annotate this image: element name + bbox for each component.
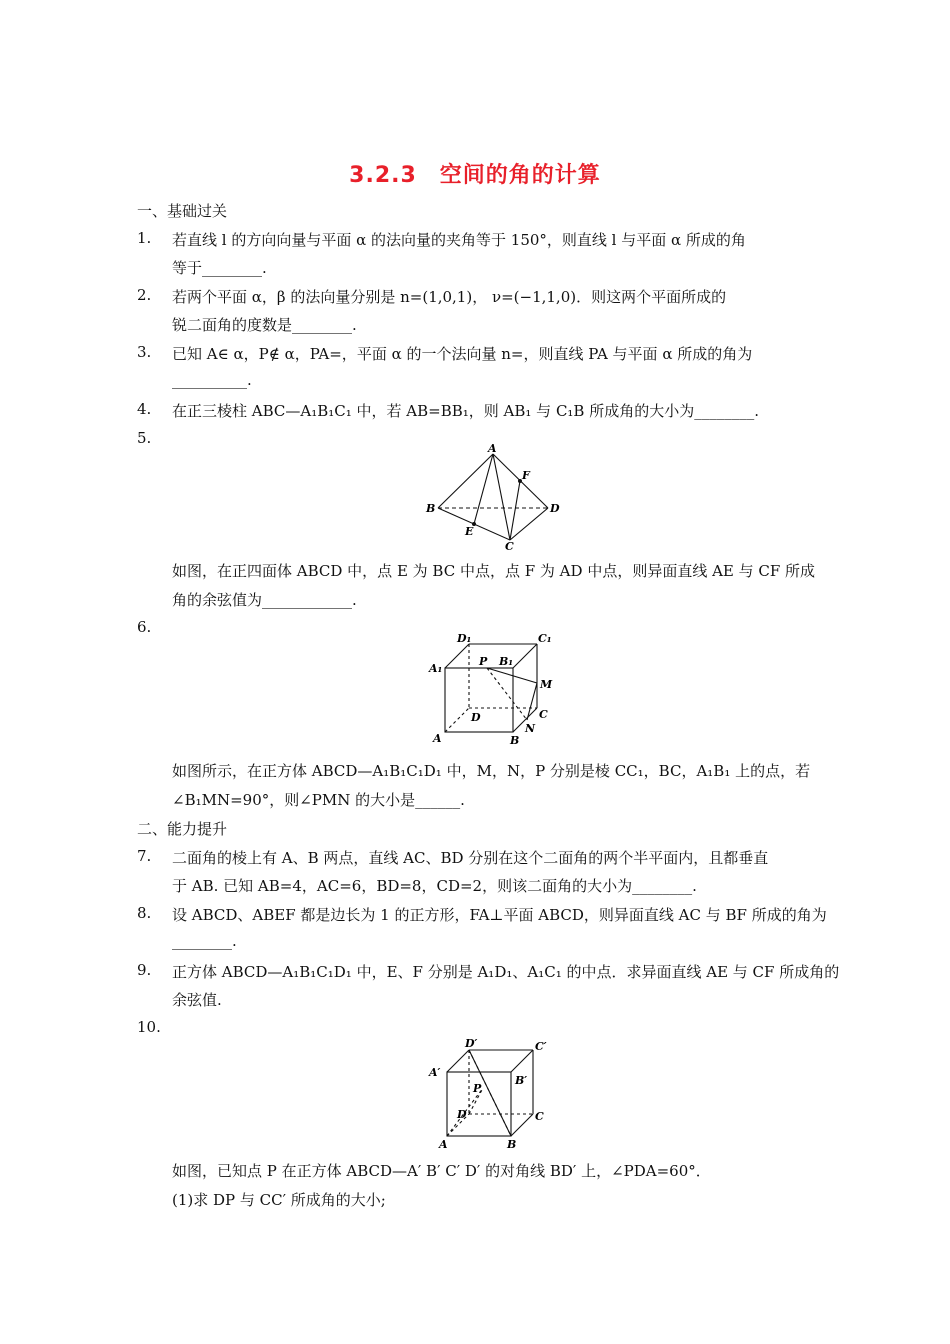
problem-text: __________. xyxy=(172,371,252,389)
vertex-label: D xyxy=(550,502,560,515)
vertex-label: A xyxy=(433,732,442,745)
vertex-label: C xyxy=(505,540,514,553)
problem-number: 7. xyxy=(137,847,152,865)
vertex-label: C′ xyxy=(535,1040,547,1053)
problem-text: ∠B₁MN=90°，则∠PMN 的大小是______. xyxy=(172,791,465,809)
problem-number: 10. xyxy=(137,1018,161,1036)
vertex-label: D₁ xyxy=(457,632,472,645)
page-title: 3.2.3 空间的角的计算 xyxy=(349,163,601,188)
vertex-label: C₁ xyxy=(538,632,552,645)
problem-text: 若直线 l 的方向向量与平面 α 的法向量的夹角等于 150°，则直线 l 与平面 α 所成的角 xyxy=(172,231,746,249)
problem-number: 3. xyxy=(137,343,152,361)
vertex-label: B₁ xyxy=(499,655,514,668)
problem-text: (1)求 DP 与 CC′ 所成角的大小; xyxy=(172,1191,386,1209)
cube-figure-10 xyxy=(425,1032,565,1152)
problem-number: 8. xyxy=(137,904,152,922)
vertex-label: D′ xyxy=(465,1037,478,1050)
vertex-label: A₁ xyxy=(429,662,443,675)
tetrahedron-figure xyxy=(420,442,570,554)
vertex-label: A xyxy=(488,442,497,455)
vertex-label: P xyxy=(479,655,488,668)
vertex-label: B′ xyxy=(515,1074,528,1087)
problem-text: 如图，在正四面体 ABCD 中，点 E 为 BC 中点，点 F 为 AD 中点，则异面直线 AE 与 CF 所成 xyxy=(172,562,816,580)
vertex-label: B xyxy=(426,502,436,515)
problem-text: 已知 A∈ α，P∉ α，PA=，平面 α 的一个法向量 n=，则直线 PA 与平面 α 所成的角为 xyxy=(172,345,753,363)
vertex-label: F xyxy=(522,469,530,482)
problem-text: 等于________. xyxy=(172,259,267,277)
vertex-label: B xyxy=(510,734,520,747)
problem-number: 1. xyxy=(137,229,152,247)
problem-text: 如图所示，在正方体 ABCD—A₁B₁C₁D₁ 中，M，N，P 分别是棱 CC₁，BC，A₁B₁ 上的点，若 xyxy=(172,762,811,780)
problem-number: 6. xyxy=(137,618,152,636)
problem-text: ________. xyxy=(172,932,237,950)
problem-text: 设 ABCD、ABEF 都是边长为 1 的正方形，FA⊥平面 ABCD，则异面直线 AC 与 BF 所成的角为 xyxy=(172,906,827,924)
vertex-label: M xyxy=(540,678,553,691)
vertex-label: B xyxy=(507,1138,517,1151)
section-advanced: 二、能力提升 xyxy=(137,820,228,838)
vertex-label: N xyxy=(525,722,536,735)
problem-text: 锐二面角的度数是________. xyxy=(172,316,357,334)
problem-text: 余弦值. xyxy=(172,991,222,1009)
problem-text: 如图，已知点 P 在正方体 ABCD—A′ B′ C′ D′ 的对角线 BD′ 上，∠PDA=60°． xyxy=(172,1162,711,1180)
problem-text: 正方体 ABCD—A₁B₁C₁D₁ 中，E、F 分别是 A₁D₁、A₁C₁ 的中点．求异面直线 AE 与 CF 所成角的 xyxy=(172,963,840,981)
vertex-label: D xyxy=(471,711,481,724)
cube-figure xyxy=(425,630,565,748)
problem-number: 9. xyxy=(137,961,152,979)
problem-text: 在正三棱柱 ABC—A₁B₁C₁ 中，若 AB=BB₁，则 AB₁ 与 C₁B 所成角的大小为________. xyxy=(172,402,759,420)
section-basic: 一、基础过关 xyxy=(137,202,228,220)
problem-number: 4. xyxy=(137,400,152,418)
vertex-label: C xyxy=(535,1110,544,1123)
problem-text: 角的余弦值为____________. xyxy=(172,591,357,609)
vertex-label: P xyxy=(473,1082,482,1095)
problem-text: 于 AB. 已知 AB=4，AC=6，BD=8，CD=2，则该二面角的大小为________. xyxy=(172,877,697,895)
problem-text: 二面角的棱上有 A、B 两点，直线 AC、BD 分别在这个二面角的两个半平面内，且都垂直 xyxy=(172,849,769,867)
vertex-label: A′ xyxy=(429,1066,441,1079)
vertex-label: C xyxy=(539,708,548,721)
vertex-label: D xyxy=(457,1108,467,1121)
vertex-label: E xyxy=(465,525,474,538)
problem-text: 若两个平面 α，β 的法向量分别是 n=(1,0,1)， ν=(−1,1,0)．则这两个平面所成的 xyxy=(172,288,727,306)
vertex-label: A xyxy=(439,1138,448,1151)
problem-number: 2. xyxy=(137,286,152,304)
problem-number: 5. xyxy=(137,429,152,447)
